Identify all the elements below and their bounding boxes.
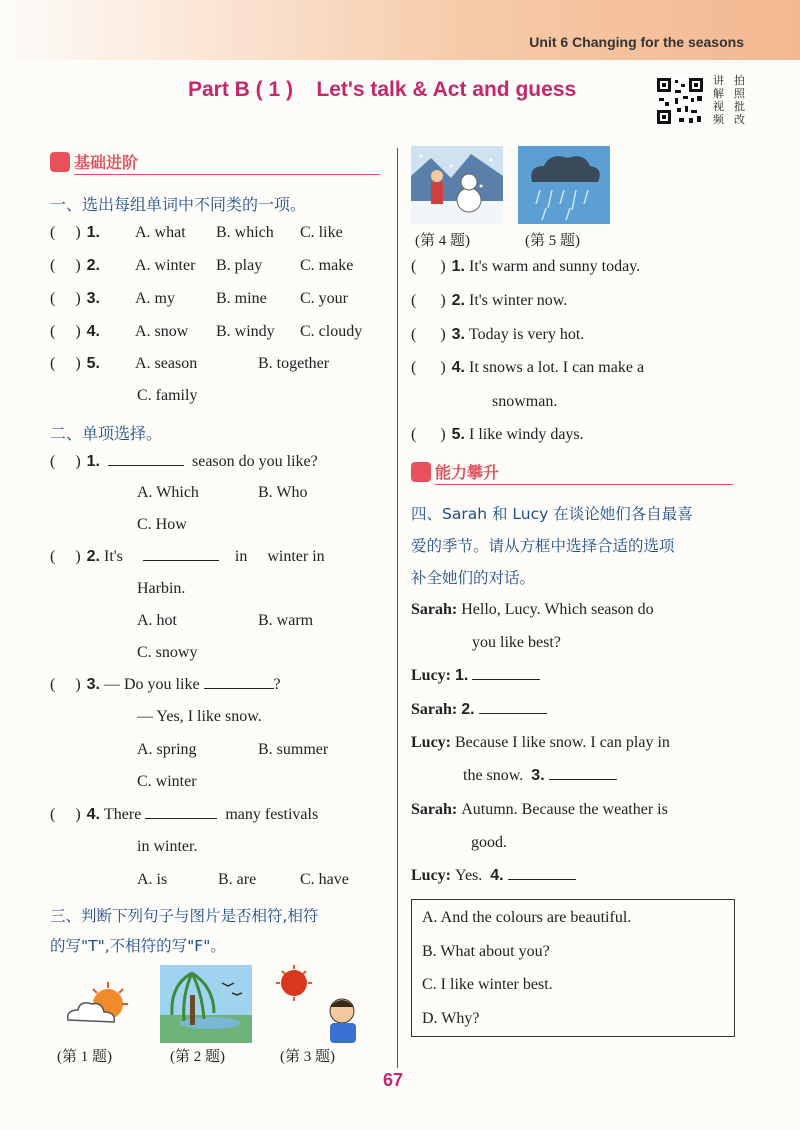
heading-3: 三、判断下列句子与图片是否相符,相符 bbox=[50, 907, 319, 925]
part-subtitle: Let's talk & Act and guess bbox=[316, 78, 577, 101]
option-item: B. What about you? bbox=[422, 943, 550, 960]
pencil-icon bbox=[411, 462, 431, 482]
dialogue-line-5b: good. bbox=[471, 834, 507, 851]
section-label: 能力攀升 bbox=[435, 463, 500, 482]
caption-3: (第 3 题) bbox=[280, 1049, 335, 1065]
option-a: A. my bbox=[135, 290, 175, 307]
question-2: ( ) 2. bbox=[50, 257, 100, 274]
question-4: ( ) 4. bbox=[50, 323, 100, 340]
caption-4: (第 4 题) bbox=[415, 233, 470, 249]
answer-blank[interactable] bbox=[508, 879, 576, 880]
snowman-image bbox=[411, 146, 503, 224]
option-b: B. which bbox=[216, 224, 274, 241]
question-text: in winter. bbox=[137, 838, 198, 855]
option-a: A. is bbox=[137, 871, 168, 888]
heading-1: 一、选出每组单词中不同类的一项。 bbox=[50, 195, 307, 214]
qr-code[interactable] bbox=[655, 76, 705, 126]
option-b: B. warm bbox=[258, 612, 314, 629]
question-3: ( ) 3. bbox=[50, 290, 100, 307]
option-a: A. Which bbox=[137, 484, 199, 501]
answer-blank[interactable] bbox=[472, 679, 540, 680]
option-c: C. like bbox=[300, 224, 343, 241]
caption-5: (第 5 题) bbox=[525, 233, 580, 249]
question-1: ( ) 1. bbox=[50, 224, 100, 241]
question-text: snowman. bbox=[492, 393, 558, 410]
mc-question-4: ( ) 4. There many festivals bbox=[50, 806, 319, 823]
pencil-icon bbox=[50, 152, 70, 172]
willow-landscape-image bbox=[160, 965, 252, 1043]
dialogue-line-2: Lucy: 1. bbox=[411, 667, 540, 685]
mc-question-1: ( ) 1. season do you like? bbox=[50, 453, 318, 470]
answer-blank[interactable] bbox=[204, 688, 274, 689]
option-b: B. play bbox=[216, 257, 263, 274]
part-title bbox=[188, 78, 576, 102]
tf-question-5: ( ) 5. I like windy days. bbox=[411, 426, 584, 443]
tf-question-3: ( ) 3. Today is very hot. bbox=[411, 326, 585, 343]
heading-3-line2: 的写"T",不相符的写"F"。 bbox=[50, 937, 226, 955]
option-a: A. winter bbox=[135, 257, 196, 274]
section-header-basic bbox=[50, 148, 380, 178]
dialogue-line-5: Sarah: Autumn. Because the weather is bbox=[411, 801, 668, 818]
option-item: D. Why? bbox=[422, 1010, 480, 1027]
dialogue-line-4b: the snow. 3. bbox=[463, 767, 617, 785]
option-c: C. make bbox=[300, 257, 354, 274]
heading-4: 四、Sarah 和 Lucy 在谈论她们各自最喜 bbox=[411, 505, 693, 523]
qr-label: 讲 拍 解 照 视 批 频 改 bbox=[713, 74, 745, 126]
answer-blank[interactable] bbox=[479, 713, 547, 714]
question-5: ( ) 5. bbox=[50, 355, 100, 372]
heading-4-line2: 爱的季节。请从方框中选择合适的选项 bbox=[411, 537, 675, 555]
hot-sun-boy-image bbox=[270, 965, 366, 1045]
option-b: B. summer bbox=[258, 741, 329, 758]
caption-1: (第 1 题) bbox=[57, 1049, 112, 1065]
header-band bbox=[0, 0, 800, 60]
mc-question-3: ( ) 3. — Do you like ? bbox=[50, 676, 281, 693]
tf-question-4: ( ) 4. It snows a lot. I can make a bbox=[411, 359, 645, 376]
column-divider bbox=[397, 148, 398, 1068]
answer-blank[interactable] bbox=[549, 779, 617, 780]
heading-2: 二、单项选择。 bbox=[50, 424, 163, 443]
dialogue-line-1b: you like best? bbox=[472, 634, 561, 651]
section-header-advanced bbox=[411, 458, 733, 488]
section-label: 基础进阶 bbox=[74, 153, 139, 172]
option-b: B. windy bbox=[216, 323, 275, 340]
option-a: A. snow bbox=[135, 323, 189, 340]
answer-blank[interactable] bbox=[108, 465, 184, 466]
option-b: B. together bbox=[258, 355, 330, 372]
rain-cloud-image bbox=[518, 146, 610, 224]
answer-blank[interactable] bbox=[145, 818, 217, 819]
part-label: Part B ( 1 ) bbox=[188, 78, 294, 101]
option-b: B. mine bbox=[216, 290, 267, 307]
question-text: — Yes, I like snow. bbox=[137, 708, 262, 725]
option-a: A. season bbox=[135, 355, 198, 372]
option-c: C. How bbox=[137, 516, 187, 533]
option-c: C. snowy bbox=[137, 644, 198, 661]
option-c: C. winter bbox=[137, 773, 197, 790]
option-a: A. hot bbox=[137, 612, 177, 629]
option-c: C. cloudy bbox=[300, 323, 363, 340]
page-number: 67 bbox=[383, 1070, 404, 1090]
answer-blank[interactable] bbox=[143, 560, 219, 561]
tf-question-1: ( ) 1. It's warm and sunny today. bbox=[411, 258, 641, 275]
cloud-sun-image bbox=[62, 980, 134, 1030]
tf-question-2: ( ) 2. It's winter now. bbox=[411, 292, 568, 309]
dialogue-line-1: Sarah: Hello, Lucy. Which season do bbox=[411, 601, 654, 618]
dialogue-line-6: Lucy: Yes. 4. bbox=[411, 867, 576, 885]
unit-title: Unit 6 Changing for the seasons bbox=[529, 34, 744, 50]
question-text: Harbin. bbox=[137, 580, 186, 597]
option-b: B. are bbox=[218, 871, 257, 888]
option-a: A. what bbox=[135, 224, 186, 241]
option-a: A. spring bbox=[137, 741, 197, 758]
option-item: C. I like winter best. bbox=[422, 976, 553, 993]
dialogue-line-3: Sarah: 2. bbox=[411, 701, 547, 719]
option-c: C. family bbox=[137, 387, 198, 404]
heading-4-line3: 补全她们的对话。 bbox=[411, 569, 536, 587]
option-item: A. And the colours are beautiful. bbox=[422, 909, 632, 926]
dialogue-line-4: Lucy: Because I like snow. I can play in bbox=[411, 734, 670, 751]
option-c: C. have bbox=[300, 871, 349, 888]
section-underline bbox=[435, 484, 733, 485]
option-b: B. Who bbox=[258, 484, 308, 501]
caption-2: (第 2 题) bbox=[170, 1049, 225, 1065]
section-underline bbox=[74, 174, 380, 175]
option-c: C. your bbox=[300, 290, 348, 307]
mc-question-2: ( ) 2. It's in winter in bbox=[50, 548, 325, 565]
